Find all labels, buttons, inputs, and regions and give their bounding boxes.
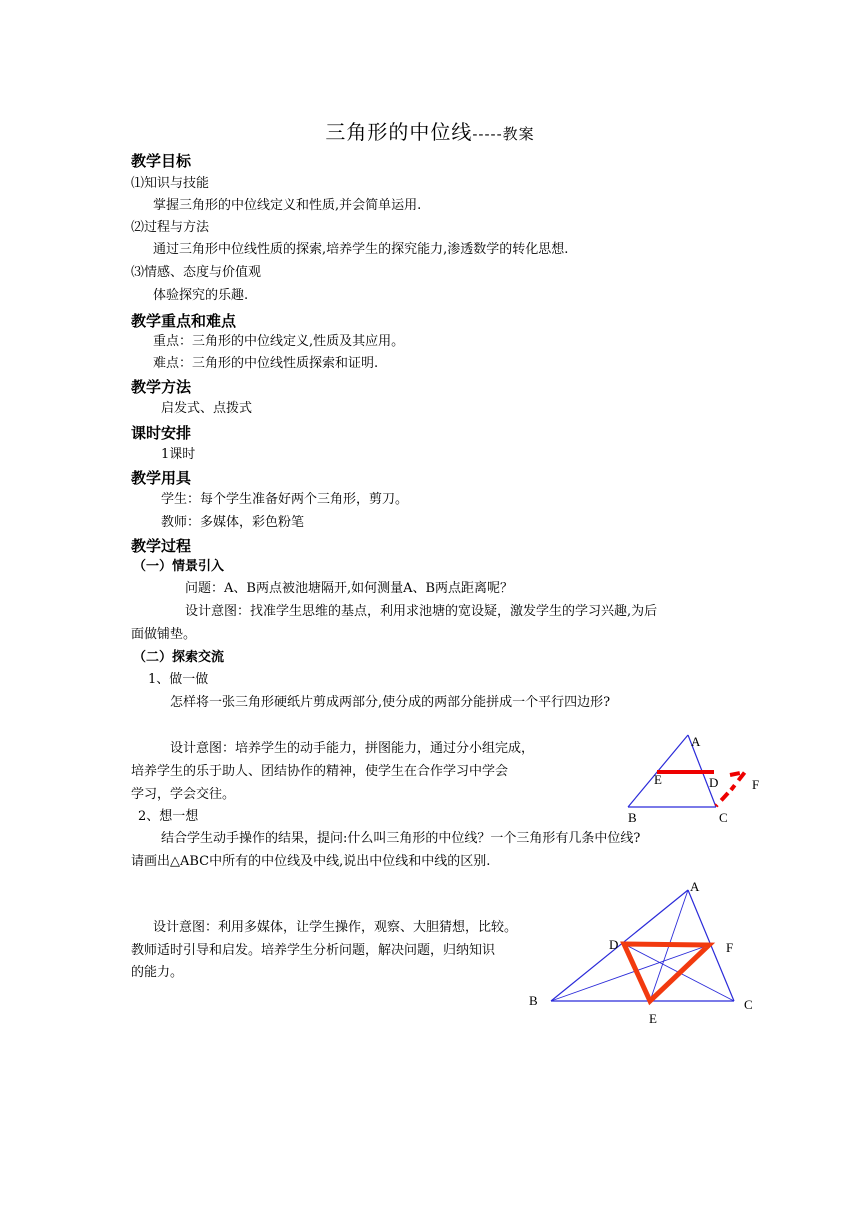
subsection-explore-title: （二）探索交流: [133, 650, 225, 665]
tools-students-text: 学生：每个学生准备好两个三角形，剪刀。: [161, 492, 409, 507]
figure-parallelogram-cut: [600, 720, 780, 830]
document-title: [0, 116, 860, 145]
figure1-label-c: C: [719, 810, 728, 825]
activity-2-question-line-1: 结合学生动手操作的结果，提问:什么叫三角形的中位线？一个三角形有几条中位线?: [161, 831, 641, 846]
activity-2-intent-line-3: 的能力。: [131, 965, 184, 980]
section-heading-process: 教学过程: [131, 537, 192, 555]
title-main: 三角形的中位线: [325, 120, 473, 144]
intro-question-text: 问题：A、B两点被池塘隔开,如何测量A、B两点距离呢？: [185, 581, 514, 596]
goal-process-text: 通过三角形中位线性质的探索,培养学生的探究能力,渗透数学的转化思想.: [153, 242, 569, 257]
activity-1-question: 怎样将一张三角形硬纸片剪成两部分,使分成的两部分能拼成一个平行四边形?: [170, 695, 611, 710]
figure1-label-f: F: [752, 777, 760, 792]
activity-2-title: 2、想一想: [138, 809, 199, 824]
section-heading-goals: 教学目标: [131, 152, 192, 170]
activity-2-intent-line-2: 教师适时引导和启发。培养学生分析问题，解决问题，归纳知识: [131, 943, 496, 958]
method-text: 启发式、点拨式: [161, 401, 253, 416]
section-heading-tools: 教学用具: [131, 469, 192, 487]
activity-1-intent-line-1: 设计意图：培养学生的动手能力，拼图能力，通过分小组完成，: [170, 741, 535, 756]
title-suffix: -----教案: [472, 125, 535, 143]
goal-emotion-text: 体验探究的乐趣.: [153, 288, 249, 303]
figure-midlines-medians: [520, 870, 770, 1030]
figure1-label-e: E: [654, 772, 662, 787]
figure2-label-d: D: [609, 937, 619, 952]
intro-intent-line-2: 面做铺垫。: [131, 627, 197, 642]
section-heading-method: 教学方法: [131, 378, 192, 396]
schedule-text: 1课时: [161, 447, 196, 462]
section-heading-key: 教学重点和难点: [131, 312, 237, 330]
section-heading-schedule: 课时安排: [131, 424, 192, 442]
figure2-label-b: B: [529, 993, 538, 1008]
figure1-label-b: B: [628, 810, 637, 825]
activity-1-title: 1、做一做: [148, 672, 209, 687]
activity-1-intent-line-2: 培养学生的乐于助人、团结协作的精神，使学生在合作学习中学会: [131, 764, 509, 779]
goal-process-label: ⑵过程与方法: [131, 220, 210, 235]
figure1-label-d: D: [709, 775, 719, 790]
goal-knowledge-label: ⑴知识与技能: [131, 176, 210, 191]
intro-intent-line-1: 设计意图：找准学生思维的基点，利用求池塘的宽设疑，激发学生的学习兴趣,为后: [185, 604, 658, 619]
activity-1-intent-line-3: 学习，学会交往。: [131, 787, 236, 802]
goal-emotion-label: ⑶情感、态度与价值观: [131, 265, 262, 280]
key-focus-text: 重点：三角形的中位线定义,性质及其应用。: [153, 334, 405, 349]
key-difficulty-text: 难点：三角形的中位线性质探索和证明.: [153, 356, 379, 371]
tools-teacher-text: 教师：多媒体，彩色粉笔: [161, 515, 305, 530]
figure2-label-e: E: [649, 1011, 657, 1026]
subsection-intro-title: （一）情景引入: [133, 559, 225, 574]
figure2-label-c: C: [744, 997, 753, 1012]
figure2-label-f: F: [726, 940, 734, 955]
activity-2-question-line-2: 请画出△ABC中所有的中位线及中线,说出中位线和中线的区别.: [131, 854, 491, 869]
goal-knowledge-text: 掌握三角形的中位线定义和性质,并会简单运用.: [153, 198, 422, 213]
figure1-dashed-piece: [716, 772, 745, 806]
activity-2-intent-line-1: 设计意图：利用多媒体，让学生操作，观察、大胆猜想，比较。: [153, 920, 518, 935]
figure2-label-a: A: [690, 879, 700, 894]
figure1-label-a: A: [691, 734, 701, 749]
